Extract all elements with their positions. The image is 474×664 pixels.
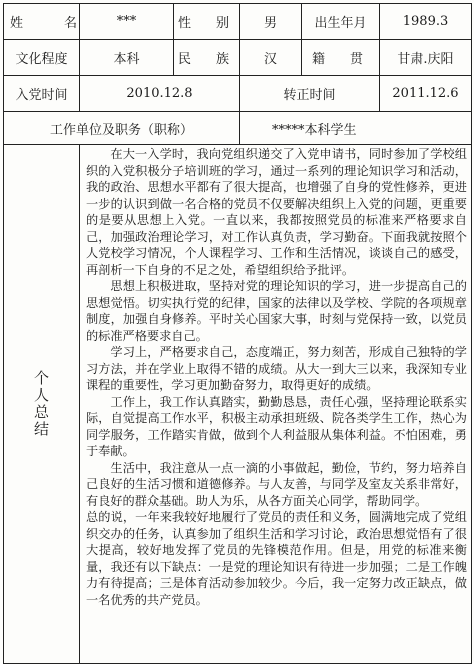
summary-paragraph: 生活中，我注意从一点一滴的小事做起，勤俭，节约，努力培养自己良好的生活习惯和道德修养。与人友善，与同学及室友关系非常好，有良好的群众基础。助人为乐，从各方面关心同学，帮助同学。 bbox=[86, 460, 467, 508]
row-party-dates bbox=[4, 76, 472, 112]
formal-value: 2011.12.6 bbox=[380, 76, 472, 112]
origin-label: 籍 贯 bbox=[302, 40, 380, 76]
summary-paragraph: 总的说，一年来我较好地履行了党员的责任和义务，圆满地完成了党组织交办的任务，认真参加了组织生活和学习讨论，政治思想觉悟有了很大提高，较好地发挥了党员的先锋模范作用。但是，用党的标准来衡量，我还有以下缺点：一是党的理论知识有待进一步加强；二是工作魄力有待提高；三是体育活动参加较少。今后，我一定努力改正缺点，做一名优秀的共产党员。 bbox=[86, 510, 467, 607]
summary-paragraph: 在大一入学时，我向党组织递交了入党申请书，同时参加了学校组织的入党积极分子培训班的学习，通过一系列的理论知识学习和活动，我的政治、思想水平都有了很大提高，也增强了自身的党性修养，更进一步的认识到做一名合格的党员不仅要解决组织上入党的问题，更重要的是要从思想上入党。一直以来，我都按照党员的标准来严格要求自己，加强政治理论学习，对工作认真负责，学习勤奋。下面我就按照个人党校学习情况，个人课程学习、工作和生活情况，谈谈自己的感受，再剖析一下自身的不足之处，希望组织给予批评。 bbox=[86, 147, 467, 277]
education-value: 本科 bbox=[80, 40, 174, 76]
gender-value: 男 bbox=[240, 4, 302, 40]
gender-label: 性 别 bbox=[174, 4, 240, 40]
summary-paragraph: 工作上，我工作认真踏实，勤勤恳恳，责任心强，坚持理论联系实际，自觉提高工作水平，积极主动承担班级、院各类学生工作，热心为同学服务，工作踏实肯做，做到个人利益服从集体利益。不怕困难，勇于奉献。 bbox=[86, 394, 467, 458]
birth-value: 1989.3 bbox=[380, 4, 472, 40]
ethnicity-label: 民 族 bbox=[174, 40, 240, 76]
summary-text bbox=[80, 145, 472, 664]
summary-paragraph: 学习上，严格要求自己，态度端正，努力刻苦，形成自己独特的学习方法，并在学业上取得不错的成绩。从大一到大三以来，我深知专业课程的重要性，学习更加勤奋努力，取得更好的成绩。 bbox=[86, 345, 467, 392]
summary-paragraph: 思想上积极进取，坚持对党的理论知识的学习，进一步提高自己的思想觉悟。切实执行党的纪律，国家的法律以及学校、学院的各项规章制度，加强自身修养。平时关心国家大事，时刻与党保持一致，以党员的标准严格要求自己。 bbox=[86, 279, 467, 343]
work-label: 工作单位及职务（职称） bbox=[4, 112, 240, 145]
join-value: 2010.12.8 bbox=[80, 76, 240, 112]
work-value: *****本科学生 bbox=[240, 112, 472, 145]
formal-label: 转正时间 bbox=[240, 76, 380, 112]
join-label: 入党时间 bbox=[4, 76, 80, 112]
name-label: 姓 名 bbox=[4, 4, 80, 40]
summary-label-cell bbox=[4, 145, 80, 664]
birth-label: 出生年月 bbox=[302, 4, 380, 40]
info-table bbox=[3, 3, 472, 664]
name-value: *** bbox=[80, 4, 174, 40]
education-label: 文化程度 bbox=[4, 40, 80, 76]
summary-label: 个人总结 bbox=[32, 370, 50, 438]
ethnicity-value: 汉 bbox=[240, 40, 302, 76]
row-education bbox=[4, 40, 472, 76]
row-summary bbox=[4, 145, 472, 664]
row-work bbox=[4, 112, 472, 145]
row-basic-info bbox=[4, 4, 472, 40]
origin-value: 甘肃.庆阳 bbox=[380, 40, 472, 76]
